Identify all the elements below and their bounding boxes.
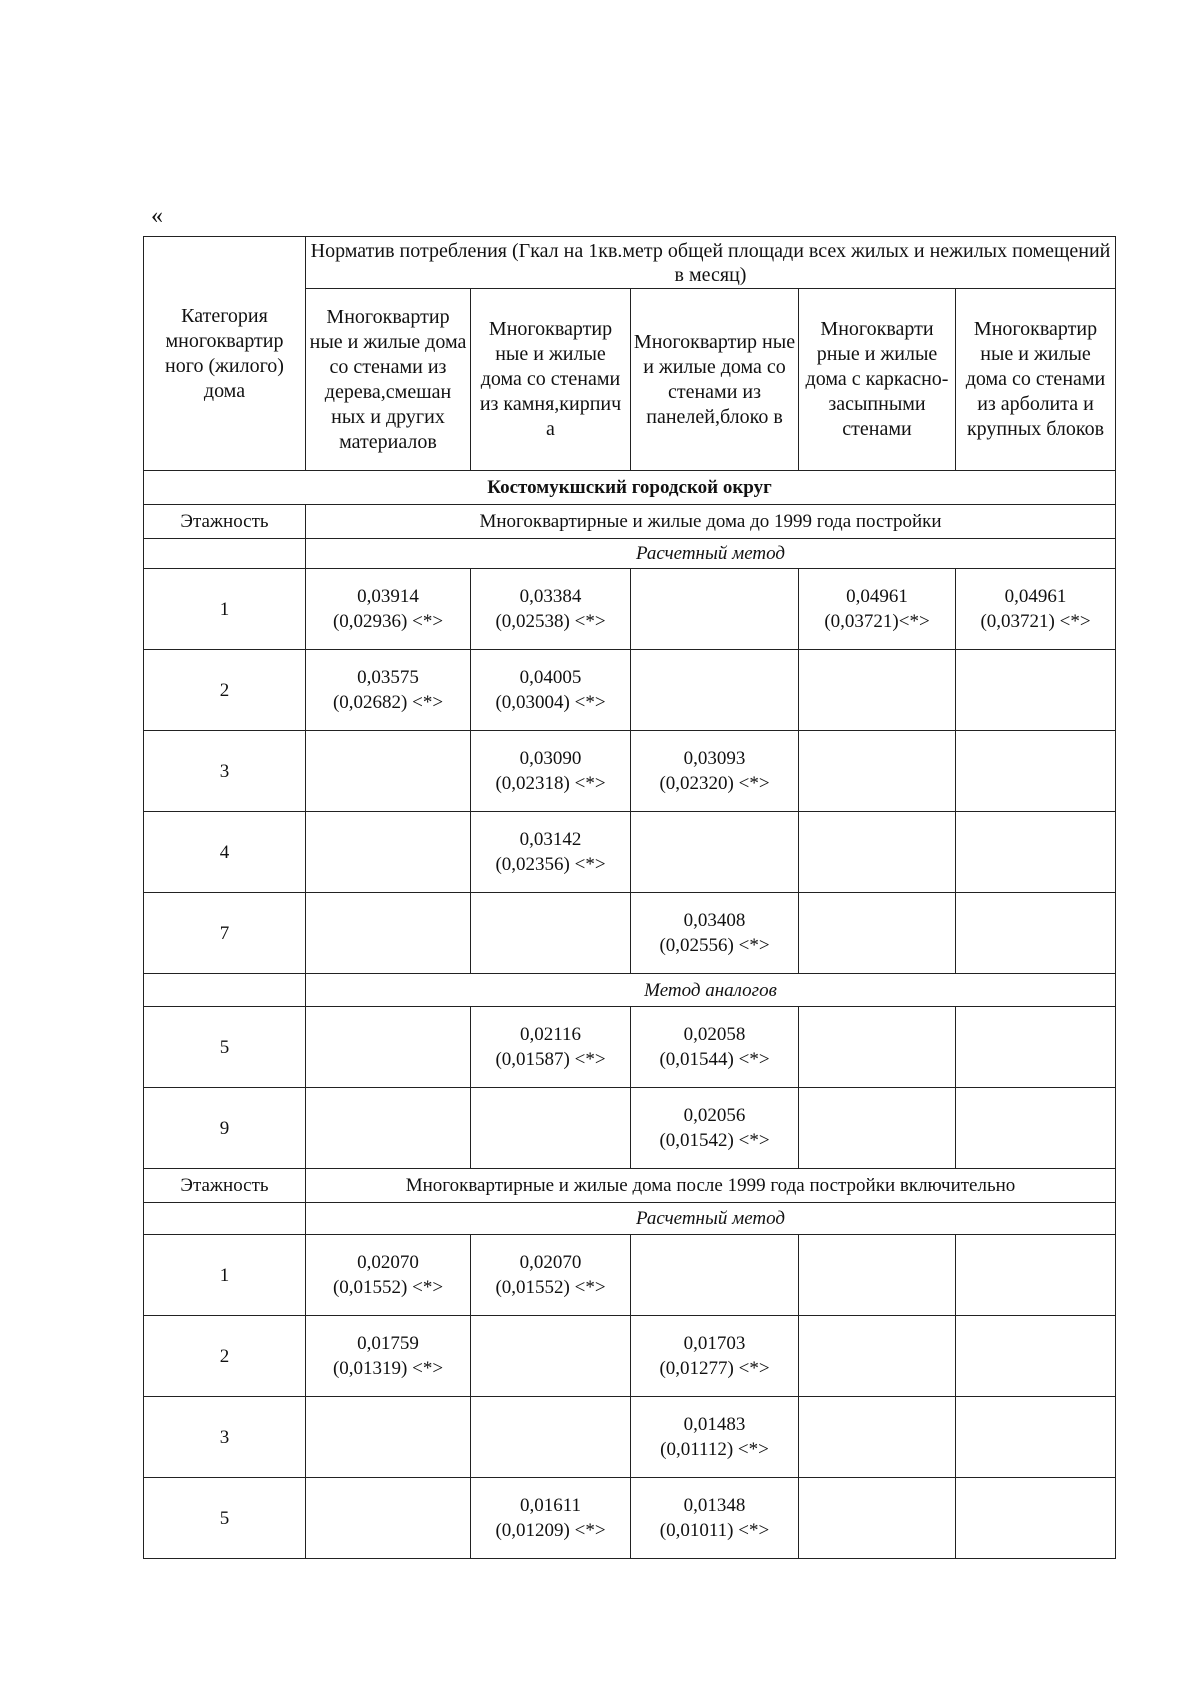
value-cell: [306, 893, 471, 974]
value-cell: [799, 650, 956, 731]
norm-value-alt: (0,01587) <*>: [495, 1049, 606, 1070]
floors-cell: 1: [144, 569, 306, 650]
value-cell: [956, 1007, 1116, 1088]
value-cell: [799, 731, 956, 812]
floors-cell: 2: [144, 1316, 306, 1397]
value-cell: [306, 650, 471, 731]
norm-value-alt: (0,01552) <*>: [495, 1277, 606, 1298]
norm-value: 0,04961: [1004, 586, 1067, 607]
norm-value: 0,01611: [519, 1495, 582, 1516]
norm-value: 0,01759: [357, 1333, 419, 1354]
value-cell: [471, 1397, 631, 1478]
method-name: Метод аналогов: [306, 974, 1116, 1007]
opening-quote: «: [151, 203, 163, 229]
section-header-row: [144, 505, 1116, 539]
value-cell: [306, 1235, 471, 1316]
norm-value-alt: (0,01552) <*>: [332, 1277, 444, 1298]
table-row: [144, 1397, 1116, 1478]
floors-cell: 1: [144, 1235, 306, 1316]
value-cell: [799, 893, 956, 974]
table-row: [144, 1007, 1116, 1088]
value-cell: [306, 1478, 471, 1559]
table-row: [144, 731, 1116, 812]
value-cell: [631, 1007, 799, 1088]
norm-value: 0,01703: [683, 1333, 746, 1354]
value-cell: [799, 1235, 956, 1316]
norm-value-alt: (0,01277) <*>: [659, 1358, 770, 1379]
norm-value-alt: (0,03721)<*>: [824, 611, 930, 632]
floors-cell: 4: [144, 812, 306, 893]
value-cell: [631, 893, 799, 974]
table-row: [144, 1478, 1116, 1559]
value-cell: [956, 1478, 1116, 1559]
table-row: [144, 1235, 1116, 1316]
value-cell: [471, 1088, 631, 1169]
floors-cell: 5: [144, 1478, 306, 1559]
norm-value: 0,01483: [683, 1414, 746, 1435]
value-cell: [471, 731, 631, 812]
floors-cell: 3: [144, 731, 306, 812]
norm-value-alt: (0,01544) <*>: [659, 1049, 770, 1070]
norm-value-alt: (0,02538) <*>: [495, 611, 606, 632]
table-row: [144, 650, 1116, 731]
column-header-wood: Многоквартир ные и жилые дома со стенами из дерева,смешан ных и других материалов: [306, 289, 471, 471]
column-header-panel: Многоквартир ные и жилые дома со стенами из панелей,блоко в: [631, 289, 799, 471]
norm-value-alt: (0,02318) <*>: [495, 773, 606, 794]
norm-value: 0,03093: [683, 748, 746, 769]
value-cell: [306, 1316, 471, 1397]
norm-value: 0,01348: [683, 1495, 746, 1516]
norm-value: 0,03408: [683, 910, 746, 931]
norm-value-alt: (0,01011) <*>: [659, 1520, 770, 1541]
district-row: [144, 471, 1116, 505]
norm-value: 0,03914: [357, 586, 419, 607]
value-cell: [471, 1235, 631, 1316]
value-cell: [471, 1007, 631, 1088]
column-header-arbolite: Многоквартир ные и жилые дома со стенами из арболита и крупных блоков: [956, 289, 1116, 471]
value-cell: [631, 569, 799, 650]
value-cell: [471, 893, 631, 974]
value-cell: [956, 893, 1116, 974]
value-cell: [471, 1478, 631, 1559]
value-cell: [956, 1397, 1116, 1478]
table-row: [144, 569, 1116, 650]
value-cell: [956, 1316, 1116, 1397]
norm-value-alt: (0,01112) <*>: [660, 1439, 769, 1460]
section-title: Многоквартирные и жилые дома до 1999 года постройки: [306, 505, 1116, 539]
norm-value-alt: (0,02556) <*>: [659, 935, 770, 956]
norm-value: 0,02070: [519, 1252, 582, 1273]
value-cell: [471, 1316, 631, 1397]
value-cell: [631, 1235, 799, 1316]
norm-value: 0,04005: [519, 667, 582, 688]
method-name: Расчетный метод: [306, 1203, 1116, 1235]
norm-value: 0,02116: [519, 1024, 582, 1045]
district-name: Костомукшский городской округ: [144, 471, 1116, 505]
norm-value-alt: (0,02936) <*>: [332, 611, 444, 632]
value-cell: [471, 569, 631, 650]
value-cell: [799, 1397, 956, 1478]
value-cell: [631, 731, 799, 812]
value-cell: [306, 1088, 471, 1169]
value-cell: [306, 812, 471, 893]
norm-value: 0,02056: [683, 1105, 746, 1126]
value-cell: [956, 1088, 1116, 1169]
table-row: [144, 1088, 1116, 1169]
value-cell: [631, 1478, 799, 1559]
norm-value: 0,02058: [683, 1024, 746, 1045]
table-row: [144, 1316, 1116, 1397]
header-row-title: [144, 237, 1116, 289]
floors-label: Этажность: [144, 505, 306, 539]
value-cell: [306, 1397, 471, 1478]
consumption-norm-table: [143, 236, 1116, 1559]
floors-cell: 3: [144, 1397, 306, 1478]
floors-cell: 5: [144, 1007, 306, 1088]
method-row: [144, 974, 1116, 1007]
value-cell: [956, 1235, 1116, 1316]
norm-value: 0,03142: [519, 829, 582, 850]
section-header-row: [144, 1169, 1116, 1203]
value-cell: [799, 1007, 956, 1088]
floors-label: Этажность: [144, 1169, 306, 1203]
norm-value: 0,03575: [357, 667, 419, 688]
value-cell: [306, 731, 471, 812]
method-empty-cell: [144, 1203, 306, 1235]
value-cell: [631, 812, 799, 893]
value-cell: [631, 1397, 799, 1478]
norm-value-alt: (0,03721) <*>: [980, 611, 1091, 632]
table-row: [144, 893, 1116, 974]
norm-value-alt: (0,01542) <*>: [659, 1130, 770, 1151]
floors-cell: 9: [144, 1088, 306, 1169]
floors-cell: 2: [144, 650, 306, 731]
norm-value-alt: (0,02320) <*>: [659, 773, 770, 794]
value-cell: [799, 1478, 956, 1559]
value-cell: [631, 1316, 799, 1397]
value-cell: [799, 569, 956, 650]
norm-value: 0,04961: [846, 586, 908, 607]
category-header: Категория многоквартир ного (жилого) дома: [144, 237, 306, 471]
value-cell: [306, 569, 471, 650]
section-title: Многоквартирные и жилые дома после 1999 года постройки включительно: [306, 1169, 1116, 1203]
method-row: [144, 1203, 1116, 1235]
norm-value-alt: (0,02356) <*>: [495, 854, 606, 875]
value-cell: [956, 569, 1116, 650]
norm-value-alt: (0,03004) <*>: [495, 692, 606, 713]
value-cell: [799, 812, 956, 893]
method-empty-cell: [144, 539, 306, 569]
column-header-frame: Многокварти рные и жилые дома с каркасно- засыпными стенами: [799, 289, 956, 471]
method-name: Расчетный метод: [306, 539, 1116, 569]
value-cell: [956, 650, 1116, 731]
norm-value: 0,03384: [519, 586, 582, 607]
value-cell: [306, 1007, 471, 1088]
norm-value-alt: (0,02682) <*>: [332, 692, 444, 713]
norm-value-alt: (0,01319) <*>: [332, 1358, 444, 1379]
value-cell: [631, 1088, 799, 1169]
floors-cell: 7: [144, 893, 306, 974]
column-header-stone: Многоквартир ные и жилые дома со стенами из камня,кирпич а: [471, 289, 631, 471]
norm-value-alt: (0,01209) <*>: [495, 1520, 606, 1541]
value-cell: [471, 650, 631, 731]
table-row: [144, 812, 1116, 893]
value-cell: [799, 1088, 956, 1169]
value-cell: [799, 1316, 956, 1397]
norm-title: Норматив потребления (Гкал на 1кв.метр общей площади всех жилых и нежилых помещений в месяц): [306, 237, 1116, 289]
norm-value: 0,03090: [519, 748, 582, 769]
value-cell: [956, 812, 1116, 893]
value-cell: [471, 812, 631, 893]
method-empty-cell: [144, 974, 306, 1007]
method-row: [144, 539, 1116, 569]
norm-value: 0,02070: [357, 1252, 419, 1273]
value-cell: [631, 650, 799, 731]
value-cell: [956, 731, 1116, 812]
